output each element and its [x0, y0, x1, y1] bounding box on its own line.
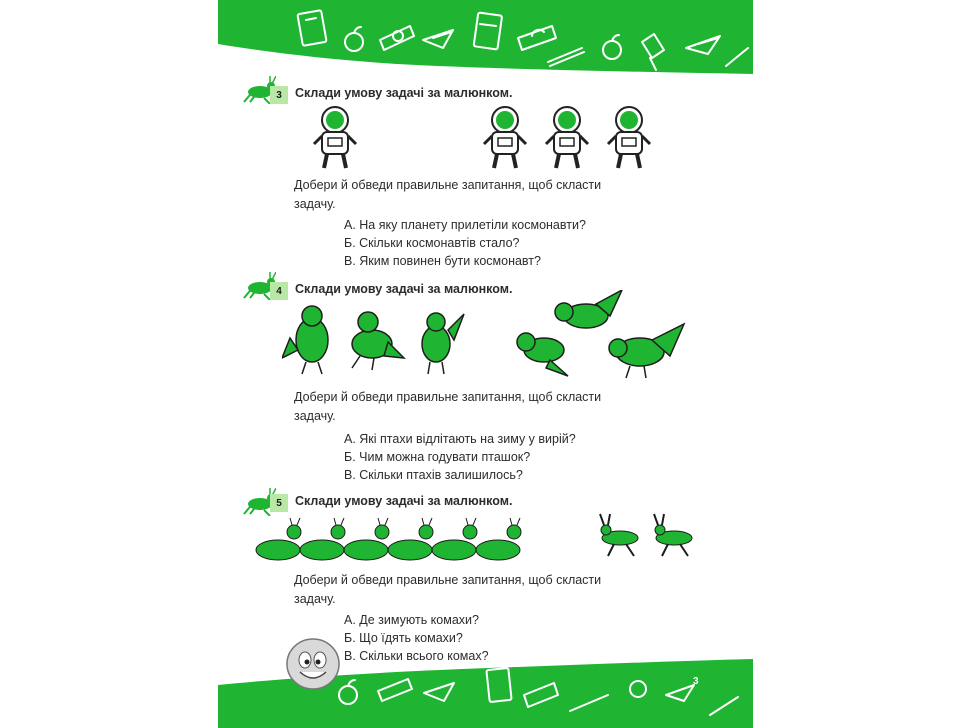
answer-option-b[interactable]: Б. Скільки космонавтів стало?	[344, 236, 520, 250]
parrot-icon	[555, 290, 622, 328]
caterpillar-icon	[256, 518, 301, 560]
caterpillar-group	[254, 516, 526, 571]
parrot-group-right	[506, 290, 692, 387]
task-number-badge: 5	[270, 494, 288, 512]
answer-option-c[interactable]: В. Яким повинен бути космонавт?	[344, 254, 541, 268]
grasshopper-icon	[600, 514, 638, 556]
task-prompt: Добери й обведи правильне запитання, щоб скласти задачу.	[294, 178, 602, 211]
parrot-group-left	[282, 298, 468, 383]
astronaut-group-right	[480, 104, 660, 177]
astronaut-icon	[310, 104, 360, 172]
astronaut-group-left	[310, 104, 360, 177]
task-number-badge: 4	[270, 282, 288, 300]
task-number-badge: 3	[270, 86, 288, 104]
caterpillar-icon	[344, 518, 389, 560]
answer-option-a[interactable]: А. Де зимують комахи?	[344, 613, 479, 627]
caterpillar-icon	[432, 518, 477, 560]
answer-option-a[interactable]: А. Які птахи відлітають на зиму у вирій?	[344, 432, 576, 446]
answer-option-c[interactable]: В. Скільки всього комах?	[344, 649, 489, 663]
astronaut-icon	[608, 107, 650, 168]
parrot-icon	[422, 313, 464, 374]
grasshopper-icon	[654, 514, 692, 556]
workbook-page	[218, 0, 753, 728]
parrot-icon	[609, 324, 684, 378]
caterpillar-icon	[300, 518, 345, 560]
astronaut-icon	[546, 107, 588, 168]
parrot-icon	[517, 333, 568, 376]
task-instruction: Склади умову задачі за малюнком.	[295, 86, 513, 100]
task-instruction: Склади умову задачі за малюнком.	[295, 494, 513, 508]
answer-option-b[interactable]: Б. Що їдять комахи?	[344, 631, 463, 645]
task-prompt: Добери й обведи правильне запитання, щоб скласти задачу.	[294, 390, 602, 423]
answer-option-c[interactable]: В. Скільки птахів залишилось?	[344, 468, 523, 482]
parrot-icon	[352, 312, 404, 370]
caterpillar-icon	[476, 518, 521, 560]
caterpillar-icon	[388, 518, 433, 560]
astronaut-icon	[484, 107, 526, 168]
grasshopper-group	[596, 512, 706, 565]
task-instruction: Склади умову задачі за малюнком.	[295, 282, 513, 296]
top-decor-band	[218, 0, 753, 90]
parrot-icon	[282, 306, 328, 374]
task-prompt: Добери й обведи правильне запитання, щоб скласти задачу.	[294, 573, 602, 606]
page-number: 3	[693, 676, 699, 687]
smiley-face-icon	[284, 636, 342, 697]
answer-option-a[interactable]: А. На яку планету прилетіли космонавти?	[344, 218, 586, 232]
answer-option-b[interactable]: Б. Чим можна годувати пташок?	[344, 450, 531, 464]
